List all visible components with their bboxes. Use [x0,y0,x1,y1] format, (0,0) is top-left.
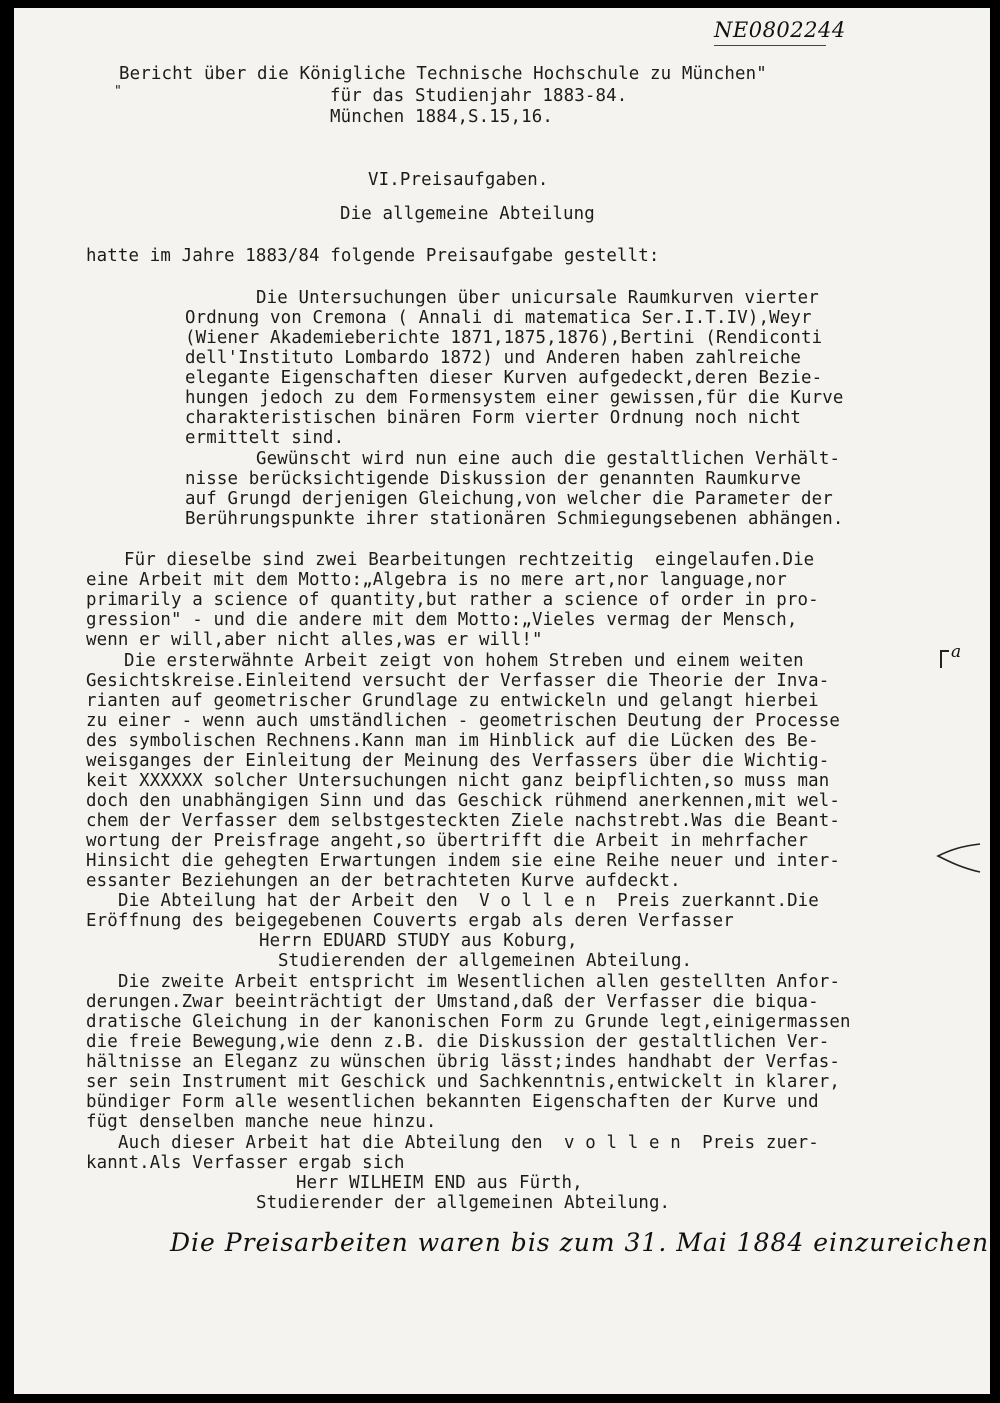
body-line: wortung der Preisfrage angeht,so übertrifft die Arbeit in mehrfacher [86,831,809,851]
body-line: eine Arbeit mit dem Motto:„Algebra is no mere art,nor language,nor [86,570,787,590]
body-line: Studierender der allgemeinen Abteilung. [256,1193,671,1213]
body-line: weisganges der Einleitung der Meinung des Verfassers über die Wichtig- [86,751,830,771]
margin-note: a [951,642,962,662]
header-line-1: Bericht über die Königliche Technische Hochschule zu München" [119,64,767,84]
task-line: ermittelt sind. [185,428,345,448]
body-line: bündiger Form alle wesentlichen bekannten Eigenschaften der Kurve und [86,1092,819,1112]
body-line: gression" - und die andere mit dem Motto:„Vieles vermag der Mensch, [86,610,798,630]
task-line: charakteristischen binären Form vierter Ordnung noch nicht [185,408,801,428]
body-line: dratische Gleichung in der kanonischen Form zu Grunde legt,einigermassen [86,1012,851,1032]
body-line: Hinsicht die gehegten Erwartungen indem sie eine Reihe neuer und inter- [86,851,841,871]
header-quote-mark: " [114,84,122,99]
task-line: hungen jedoch zu dem Formensystem einer gewissen,für die Kurve [185,388,844,408]
body-line: Für dieselbe sind zwei Bearbeitungen rechtzeitig eingelaufen.Die [124,550,815,570]
body-line: primarily a science of quantity,but rather a science of order in pro- [86,590,819,610]
handwritten-note: Die Preisarbeiten waren bis zum 31. Mai 1884 einzureichen [170,1228,990,1257]
body-line: des symbolischen Rechnens.Kann man im Hinblick auf die Lücken des Be- [86,731,819,751]
document-page [14,8,990,1394]
task-line: elegante Eigenschaften dieser Kurven aufgedeckt,deren Bezie- [185,368,823,388]
margin-caret-mark [932,840,982,876]
body-line: doch den unabhängigen Sinn und das Geschick rühmend anerkennen,mit wel- [86,791,841,811]
body-line: Studierenden der allgemeinen Abteilung. [278,951,693,971]
body-line: Eröffnung des beigegebenen Couverts ergab als deren Verfasser [86,911,734,931]
department-title: Die allgemeine Abteilung [340,204,595,224]
task-line: nisse berücksichtigende Diskussion der genannten Raumkurve [185,469,801,489]
body-line: ser sein Instrument mit Geschick und Sachkenntnis,entwickelt in klarer, [86,1072,841,1092]
header-line-3: München 1884,S.15,16. [330,107,554,127]
body-line: keit XXXXXX solcher Untersuchungen nicht ganz beipflichten,so muss man [86,771,830,791]
body-line: Die zweite Arbeit entspricht im Wesentlichen allen gestellten Anfor- [118,972,841,992]
body-line: derungen.Zwar beeinträchtigt der Umstand,daß der Verfasser die biqua- [86,992,819,1012]
archive-number: NE0802244 [714,18,846,42]
body-line: Herrn EDUARD STUDY aus Koburg, [259,931,578,951]
intro-line: hatte im Jahre 1883/84 folgende Preisaufgabe gestellt: [86,246,660,266]
body-line: fügt denselben manche neue hinzu. [86,1112,437,1132]
task-line: (Wiener Akademieberichte 1871,1875,1876),Bertini (Rendiconti [185,328,823,348]
body-line: chem der Verfasser dem selbstgesteckten Ziele nachstrebt.Was die Beant- [86,811,841,831]
task-line: Gewünscht wird nun eine auch die gestaltlichen Verhält- [256,449,841,469]
margin-bracket [940,650,949,668]
task-line: Die Untersuchungen über unicursale Raumkurven vierter [256,288,819,308]
body-line: Auch dieser Arbeit hat die Abteilung den v o l l e n Preis zuer- [118,1133,819,1153]
section-title: VI.Preisaufgaben. [368,170,549,190]
task-line: Ordnung von Cremona ( Annali di matematica Ser.I.T.IV),Weyr [185,308,812,328]
body-line: wenn er will,aber nicht alles,was er will!" [86,630,543,650]
body-line: Die ersterwähnte Arbeit zeigt von hohem Streben und einem weiten [124,651,804,671]
task-line: auf Grungd derjenigen Gleichung,von welcher die Parameter der [185,489,833,509]
task-line: Berührungspunkte ihrer stationären Schmiegungsebenen abhängen. [185,509,844,529]
archive-number-underline [714,45,826,46]
body-line: Gesichtskreise.Einleitend versucht der Verfasser die Theorie der Inva- [86,671,830,691]
body-line: essanter Beziehungen an der betrachteten Kurve aufdeckt. [86,871,681,891]
body-line: Die Abteilung hat der Arbeit den V o l l e n Preis zuerkannt.Die [118,891,819,911]
header-line-2: für das Studienjahr 1883-84. [330,86,628,106]
body-line: die freie Bewegung,wie denn z.B. die Diskussion der gestaltlichen Ver- [86,1032,830,1052]
body-line: kannt.Als Verfasser ergab sich [86,1153,405,1173]
body-line: rianten auf geometrischer Grundlage zu entwickeln und gelangt hierbei [86,691,819,711]
body-line: zu einer - wenn auch umständlichen - geometrischen Deutung der Processe [86,711,841,731]
task-line: dell'Instituto Lombardo 1872) und Anderen haben zahlreiche [185,348,801,368]
body-line: Herr WILHEIM END aus Fürth, [296,1173,583,1193]
body-line: hältnisse an Eleganz zu wünschen übrig lässt;indes handhabt der Verfas- [86,1052,841,1072]
